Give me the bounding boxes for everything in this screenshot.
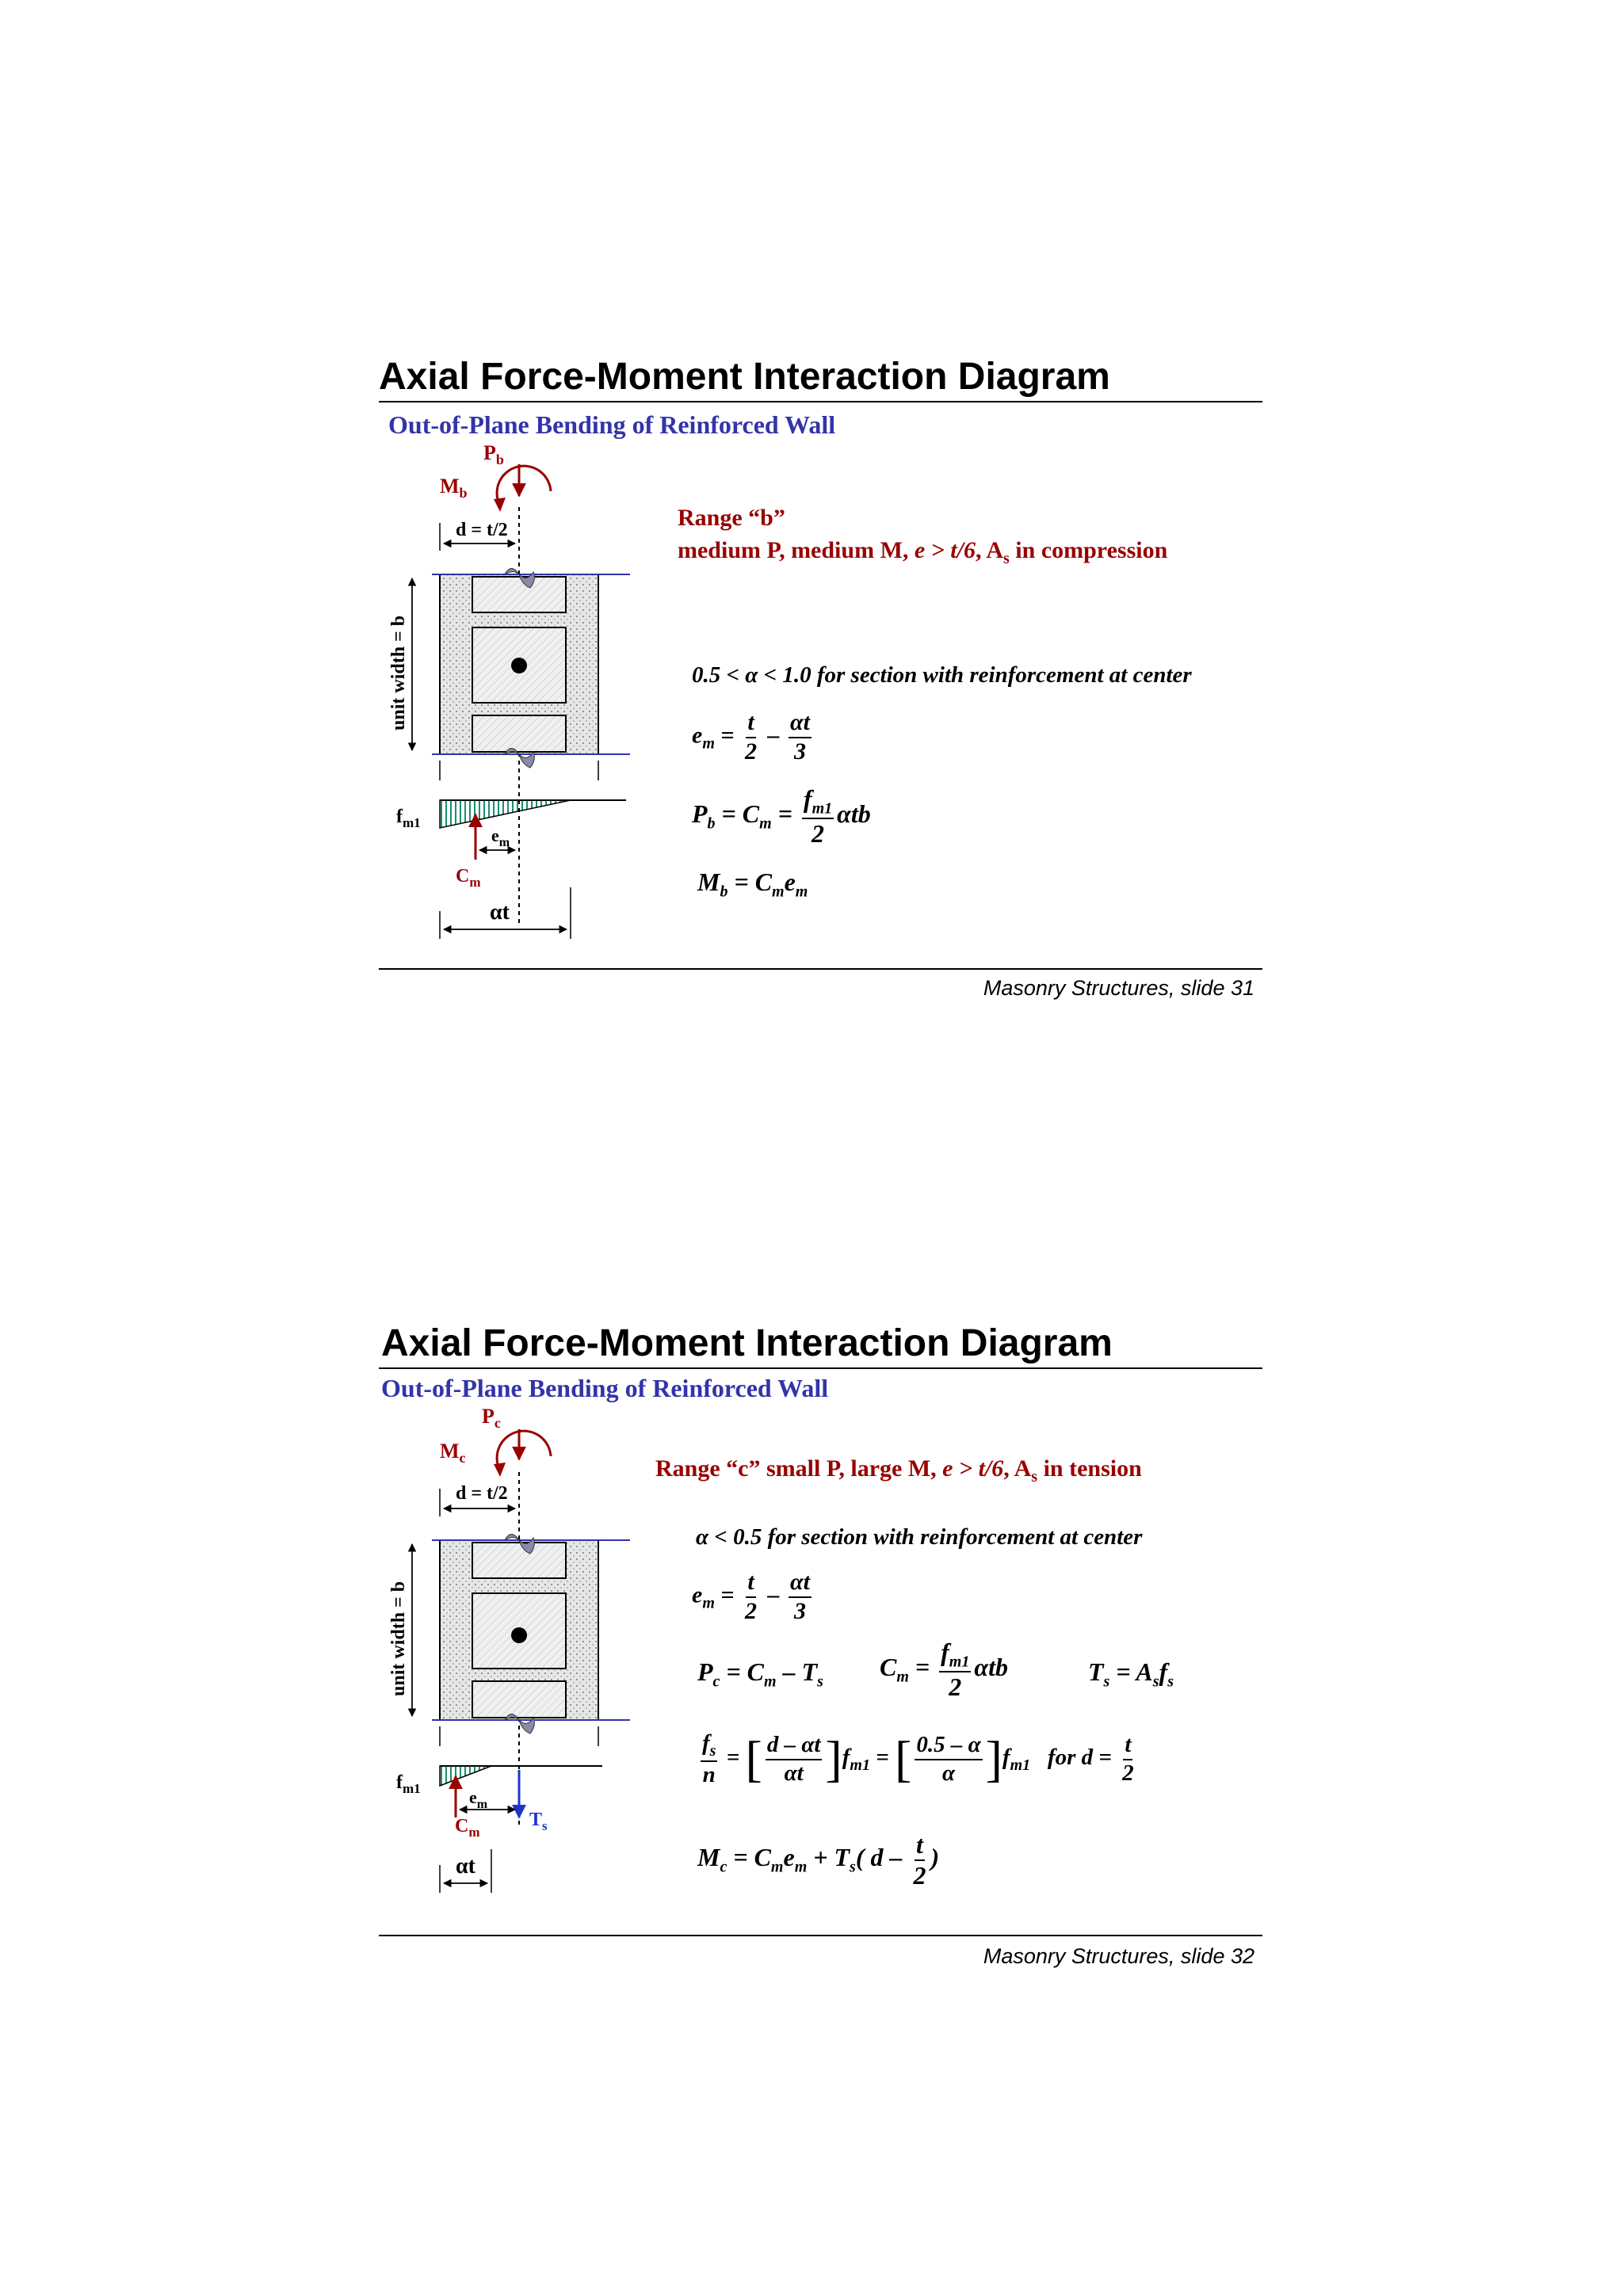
- fm1-label: $f_{m1}$: [396, 807, 421, 830]
- slide-subtitle: Out-of-Plane Bending of Reinforced Wall: [388, 410, 836, 439]
- eq-axial-force: $P_c = C_m - T_s$: [697, 1657, 823, 1691]
- alpha-t-label: αt: [456, 1854, 475, 1878]
- eq-axial-force: $P_b = C_m$ = $\frac{f_{m1}}{2}$ αtb: [692, 784, 871, 849]
- d-label: d = t/2: [456, 520, 508, 540]
- unit-width-label: unit width = b: [388, 1581, 409, 1696]
- slide-title: Axial Force-Moment Interaction Diagram: [379, 356, 1110, 398]
- slide-subtitle: Out-of-Plane Bending of Reinforced Wall: [381, 1374, 829, 1402]
- eq-compression-force: $C_m$ = $\frac{f_{m1}}{2}$ αtb: [880, 1638, 1008, 1702]
- em-label: $e_m$: [491, 826, 510, 849]
- eq-eccentricity: $e_m$ = $\frac{t}{2}$ – $\frac{\alpha t}{3}$: [692, 1569, 810, 1624]
- stress-block: [440, 800, 571, 828]
- m-label: $M_b$: [440, 475, 468, 501]
- cm-label: $C_m$: [456, 866, 481, 890]
- eq-eccentricity: $e_m$ = $\frac{t}{2}$ – $\frac{\alpha t}{3}$: [692, 709, 810, 765]
- p-label: $P_c$: [482, 1405, 501, 1431]
- m-label: $M_c$: [440, 1440, 466, 1466]
- slide-title: Axial Force-Moment Interaction Diagram: [381, 1322, 1113, 1364]
- em-label: $e_m$: [469, 1787, 488, 1811]
- fm1-label: $f_{m1}$: [396, 1772, 421, 1796]
- rebar: [511, 1627, 527, 1643]
- unit-width-label: unit width = b: [388, 615, 409, 730]
- slide-footer: Masonry Structures, slide 31: [983, 976, 1254, 1000]
- range-title: Range “b”: [678, 505, 785, 531]
- range-c-description: Range “c” small P, large M, e > t/6, $A_s$ in tension: [655, 1455, 1142, 1486]
- stress-block: [440, 1766, 491, 1786]
- slide-footer: Masonry Structures, slide 32: [983, 1944, 1254, 1968]
- p-label: $P_b$: [483, 444, 504, 467]
- footer-rule: [379, 1935, 1262, 1936]
- title-rule: [379, 1367, 1262, 1369]
- alpha-t-label: αt: [490, 900, 510, 925]
- d-label: d = t/2: [456, 1483, 508, 1504]
- rebar: [511, 658, 527, 673]
- cm-label: $C_m$: [455, 1816, 480, 1840]
- alpha-range-note: 0.5 < α < 1.0 for section with reinforcement at center: [692, 662, 1192, 688]
- ts-label: $T_s$: [529, 1810, 548, 1833]
- wall-section-diagram: [372, 444, 689, 951]
- title-rule: [379, 401, 1262, 402]
- eq-moment: $M_c = C_me_m + T_s$( d – $\frac{t}{2}$ ): [697, 1830, 940, 1890]
- slide-32: [0, 960, 1623, 2108]
- eq-moment: $M_b = C_me_m$: [697, 868, 808, 901]
- wall-section-diagram: [372, 1405, 658, 1913]
- alpha-range-note: α < 0.5 for section with reinforcement at center: [696, 1524, 1143, 1550]
- eq-steel-stress: $\frac{f_s}{n}$ = [ $\frac{d - \alpha t}{\alpha t}$ ]$f_{m1}$ = [ $\frac{0.5 - \alpha}{\alpha}$ ]$f_{m1}$ for d = $\frac{t}{2}$: [702, 1730, 1134, 1787]
- eq-tension-force: $T_s = A_sf_s$: [1088, 1657, 1174, 1691]
- range-details: medium P, medium M, e > t/6, $A_s$ in compression: [678, 536, 1168, 567]
- range-b-description: [678, 502, 1167, 570]
